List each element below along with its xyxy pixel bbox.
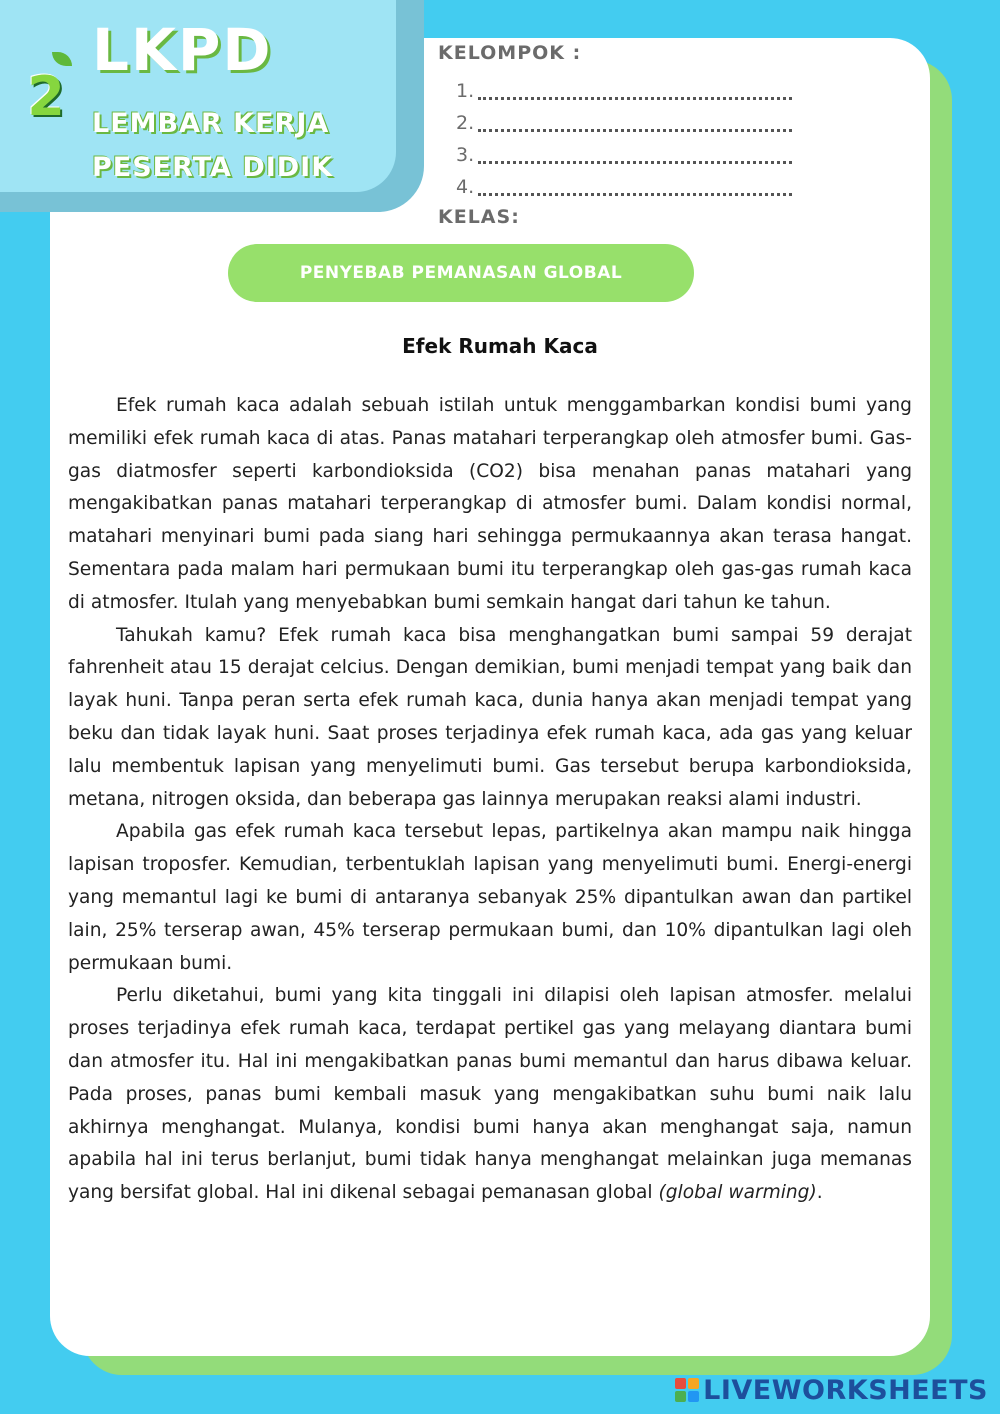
article-body bbox=[68, 390, 912, 1210]
liveworksheets-logo-icon bbox=[675, 1378, 699, 1402]
global-warming-term: (global warming) bbox=[658, 1182, 817, 1204]
paragraph-4-end: . bbox=[816, 1182, 823, 1204]
worksheet-number: 2 bbox=[27, 65, 65, 128]
logo-square-v bbox=[675, 1391, 686, 1402]
subtitle-line-1: LEMBAR KERJA bbox=[92, 108, 330, 139]
group-member-4[interactable] bbox=[456, 174, 816, 200]
paragraph-4 bbox=[68, 980, 912, 1210]
group-label: KELOMPOK : bbox=[438, 42, 582, 64]
logo-square-l bbox=[675, 1378, 686, 1389]
member-1-blank[interactable] bbox=[478, 80, 792, 100]
member-number: 3. bbox=[456, 144, 475, 166]
member-3-blank[interactable] bbox=[478, 144, 792, 164]
header-panel bbox=[0, 0, 424, 212]
paragraph-3: Apabila gas efek rumah kaca tersebut lepas, partikelnya akan mampu naik hingga lapisan troposfer. Kemudian, terbentuklah lapisan yang menyelimuti bumi. Energi-energi yang memantul lagi ke bumi di antaranya sebanyak 25% dipantulkan awan dan partikel lain, 25% terserap awan, 45% terserap permukaan bumi, dan 10% dipantulkan lagi oleh permukaan bumi. bbox=[68, 821, 912, 974]
member-4-blank[interactable] bbox=[478, 176, 792, 196]
logo-square-e bbox=[688, 1391, 699, 1402]
subtitle-line-2: PESERTA DIDIK bbox=[92, 152, 334, 183]
section-title: Efek Rumah Kaca bbox=[402, 334, 598, 358]
topic-banner: PENYEBAB PEMANASAN GLOBAL bbox=[228, 244, 694, 302]
member-number: 1. bbox=[456, 80, 475, 102]
paragraph-4-text: Perlu diketahui, bumi yang kita tinggali ini dilapisi oleh lapisan atmosfer. melalui proses terjadinya efek rumah kaca, terdapat pertikel gas yang melayang diantara bumi dan atmosfer itu. Hal ini mengakibatkan panas bumi memantul dan harus dibawa keluar. Pada proses, panas bumi kembali masuk yang mengakibatkan suhu bumi naik lalu akhirnya menghangat. Mulanya, kondisi bumi hanya akan menghangat saja, namun apabila hal ini terus berlanjut, bumi tidak hanya menghangat melainkan juga memanas yang bersifat global. Hal ini dikenal sebagai pemanasan global bbox=[68, 985, 912, 1204]
member-number: 4. bbox=[456, 176, 475, 198]
brand-name: LIVEWORKSHEETS bbox=[703, 1374, 988, 1406]
logo-square-i bbox=[688, 1378, 699, 1389]
paragraph-1: Efek rumah kaca adalah sebuah istilah untuk menggambarkan kondisi bumi yang memiliki efek rumah kaca di atas. Panas matahari terperangkap oleh atmosfer bumi. Gas-gas diatmosfer seperti karbondioksida (CO2) bisa menahan panas matahari yang mengakibatkan panas matahari terperangkap di atmosfer bumi. Dalam kondisi normal, matahari menyinari bumi pada siang hari sehingga permukaannya akan terasa hangat. Sementara pada malam hari permukaan bumi itu terperangkap oleh gas-gas rumah kaca di atmosfer. Itulah yang menyebabkan bumi semkain hangat dari tahun ke tahun. bbox=[68, 395, 912, 613]
liveworksheets-brand[interactable] bbox=[675, 1372, 988, 1408]
member-2-blank[interactable] bbox=[478, 112, 792, 132]
group-member-1[interactable] bbox=[456, 78, 816, 104]
member-number: 2. bbox=[456, 112, 475, 134]
group-member-3[interactable] bbox=[456, 142, 816, 168]
group-member-2[interactable] bbox=[456, 110, 816, 136]
class-label: KELAS: bbox=[438, 206, 520, 228]
lkpd-title: LKPD bbox=[92, 16, 273, 84]
paragraph-2: Tahukah kamu? Efek rumah kaca bisa menghangatkan bumi sampai 59 derajat fahrenheit atau 15 derajat celcius. Dengan demikian, bumi menjadi tempat yang baik dan layak huni. Tanpa peran serta efek rumah kaca, dunia hanya akan menjadi tempat yang beku dan tidak layak huni. Saat proses terjadinya efek rumah kaca, ada gas yang keluar lalu membentuk lapisan yang menyelimuti bumi. Gas tersebut berupa karbondioksida, metana, nitrogen oksida, dan beberapa gas lainnya merupakan reaksi alami industri. bbox=[68, 624, 912, 810]
